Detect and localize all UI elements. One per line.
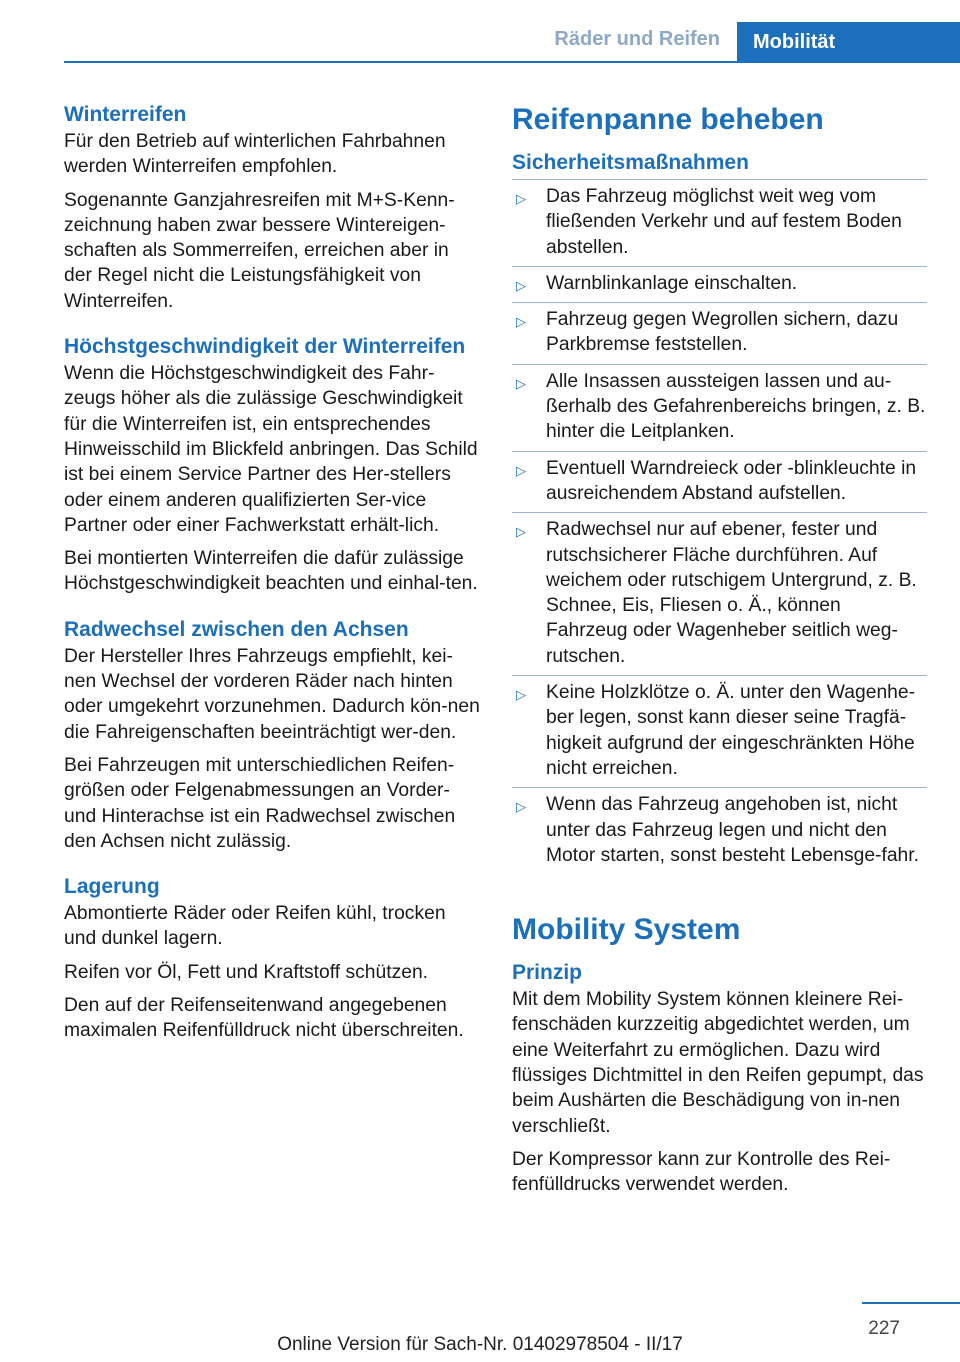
paragraph: Mit dem Mobility System können kleinere Rei-fenschäden kurzzeitig abgedichtet werden, um eine Weiterfahrt zu ermöglichen. Dazu wird flüssiges Dichtmittel in den Reifen gepumpt, das beim Aushärten die Beschädigung von in-nen verschließt. — [512, 989, 924, 1137]
safety-list — [512, 179, 927, 874]
page-header — [0, 0, 960, 64]
right-column — [512, 102, 927, 1206]
tab-mobilitaet[interactable]: Mobilität — [737, 22, 960, 63]
page-number-rule — [862, 1302, 960, 1304]
paragraph: Den auf der Reifenseitenwand angegebenen maximalen Reifenfülldruck nicht überschreiten. — [64, 995, 464, 1042]
triangle-right-icon: ▷ — [516, 687, 526, 703]
paragraph: Sogenannte Ganzjahresreifen mit M+S-Kenn-zeichnung haben zwar bessere Wintereigen-schaften als Sommerreifen, erreichen aber in der Regel nicht die Leistungsfähigkeit von Winterreifen. — [64, 189, 455, 312]
section-heading-prinzip: Prinzip — [512, 961, 583, 985]
section-heading-radwechsel: Radwechsel zwischen den Achsen — [64, 617, 409, 641]
section-title-reifenpanne: Reifenpanne beheben — [512, 103, 824, 136]
list-item: ▷ Eventuell Warndreieck oder -blinkleuchte in ausreichendem Abstand aufstellen. — [512, 451, 927, 513]
page-number: 227 — [868, 1318, 900, 1339]
paragraph: Für den Betrieb auf winterlichen Fahrbahnen werden Winterreifen empfohlen. — [64, 131, 446, 178]
section-title-mobility-system: Mobility System — [512, 913, 741, 947]
triangle-right-icon: ▷ — [516, 277, 526, 293]
list-item: ▷ Fahrzeug gegen Wegrollen sichern, dazu Parkbremse feststellen. — [512, 302, 927, 364]
paragraph: Der Hersteller Ihres Fahrzeugs empfiehlt, kei-nen Wechsel der vorderen Räder nach hinten oder umgekehrt vorzunehmen. Dadurch kön-nen die Fahreigenschaften beeinträchtigt wer-den. — [64, 645, 480, 743]
section-heading-lagerung: Lagerung — [64, 875, 160, 899]
paragraph: Abmontierte Räder oder Reifen kühl, trocken und dunkel lagern. — [64, 903, 446, 950]
list-item: ▷ Keine Holzklötze o. Ä. unter den Wagenhe-ber legen, sonst kann dieser seine Tragfä-higkeit aufgrund der eingeschränkten Höhe nicht erreichen. — [512, 675, 927, 787]
header-divider — [64, 61, 960, 63]
paragraph: Bei montierten Winterreifen die dafür zulässige Höchstgeschwindigkeit beachten und einhal-ten. — [64, 548, 478, 595]
paragraph: Bei Fahrzeugen mit unterschiedlichen Reifen-größen oder Felgenabmessungen an Vorder- und Hinterachse ist ein Radwechsel zwischen den Achsen nicht zulässig. — [64, 754, 456, 852]
list-item: ▷ Warnblinkanlage einschalten. — [512, 266, 927, 302]
list-item: ▷ Alle Insassen aussteigen lassen und au-ßerhalb des Gefahrenbereichs bringen, z. B. hinter die Leitplanken. — [512, 364, 927, 451]
triangle-right-icon: ▷ — [516, 462, 526, 478]
section-heading-winterreifen: Winterreifen — [64, 103, 187, 126]
triangle-right-icon: ▷ — [516, 314, 526, 330]
triangle-right-icon: ▷ — [516, 799, 526, 815]
section-heading-hoechstgeschwindigkeit: Höchstgeschwindigkeit der Winterreifen — [64, 335, 466, 359]
paragraph: Der Kompressor kann zur Kontrolle des Rei-fenfülldrucks verwendet werden. — [512, 1148, 891, 1196]
list-item: ▷ Wenn das Fahrzeug angehoben ist, nicht unter das Fahrzeug legen und nicht den Motor starten, sonst besteht Lebensge-fahr. — [512, 787, 927, 874]
paragraph: Reifen vor Öl, Fett und Kraftstoff schützen. — [64, 961, 429, 983]
paragraph: Wenn die Höchstgeschwindigkeit des Fahr-zeugs höher als die zulässige Geschwindigkeit für die Winterreifen ist, ein entsprechendes Hinweisschild im Blickfeld anbringen. Das Schild ist bei einem Service Partner des Her-stellers oder einem anderen qualifizierten Ser-vice Partner oder einer Fachwerkstatt erhält-lich. — [64, 363, 478, 536]
left-column — [64, 102, 480, 1052]
triangle-right-icon: ▷ — [516, 524, 526, 540]
footer-text: Online Version für Sach-Nr. 01402978504 - II/17 — [277, 1334, 683, 1355]
list-item: ▷ Radwechsel nur auf ebener, fester und rutschsicherer Fläche durchführen. Auf weichem oder rutschigem Untergrund, z. B. Schnee, Eis, Fliesen o. Ä., können Fahrzeug oder Wagenheber seitlich weg-rutschen. — [512, 512, 927, 675]
breadcrumb: Räder und Reifen — [554, 28, 720, 50]
section-heading-sicherheit: Sicherheitsmaßnahmen — [512, 151, 749, 174]
list-item: ▷ Das Fahrzeug möglichst weit weg vom fließenden Verkehr und auf festem Boden abstellen. — [512, 179, 927, 266]
triangle-right-icon: ▷ — [516, 375, 526, 391]
footer-online-version — [0, 1334, 960, 1356]
triangle-right-icon: ▷ — [516, 191, 526, 206]
